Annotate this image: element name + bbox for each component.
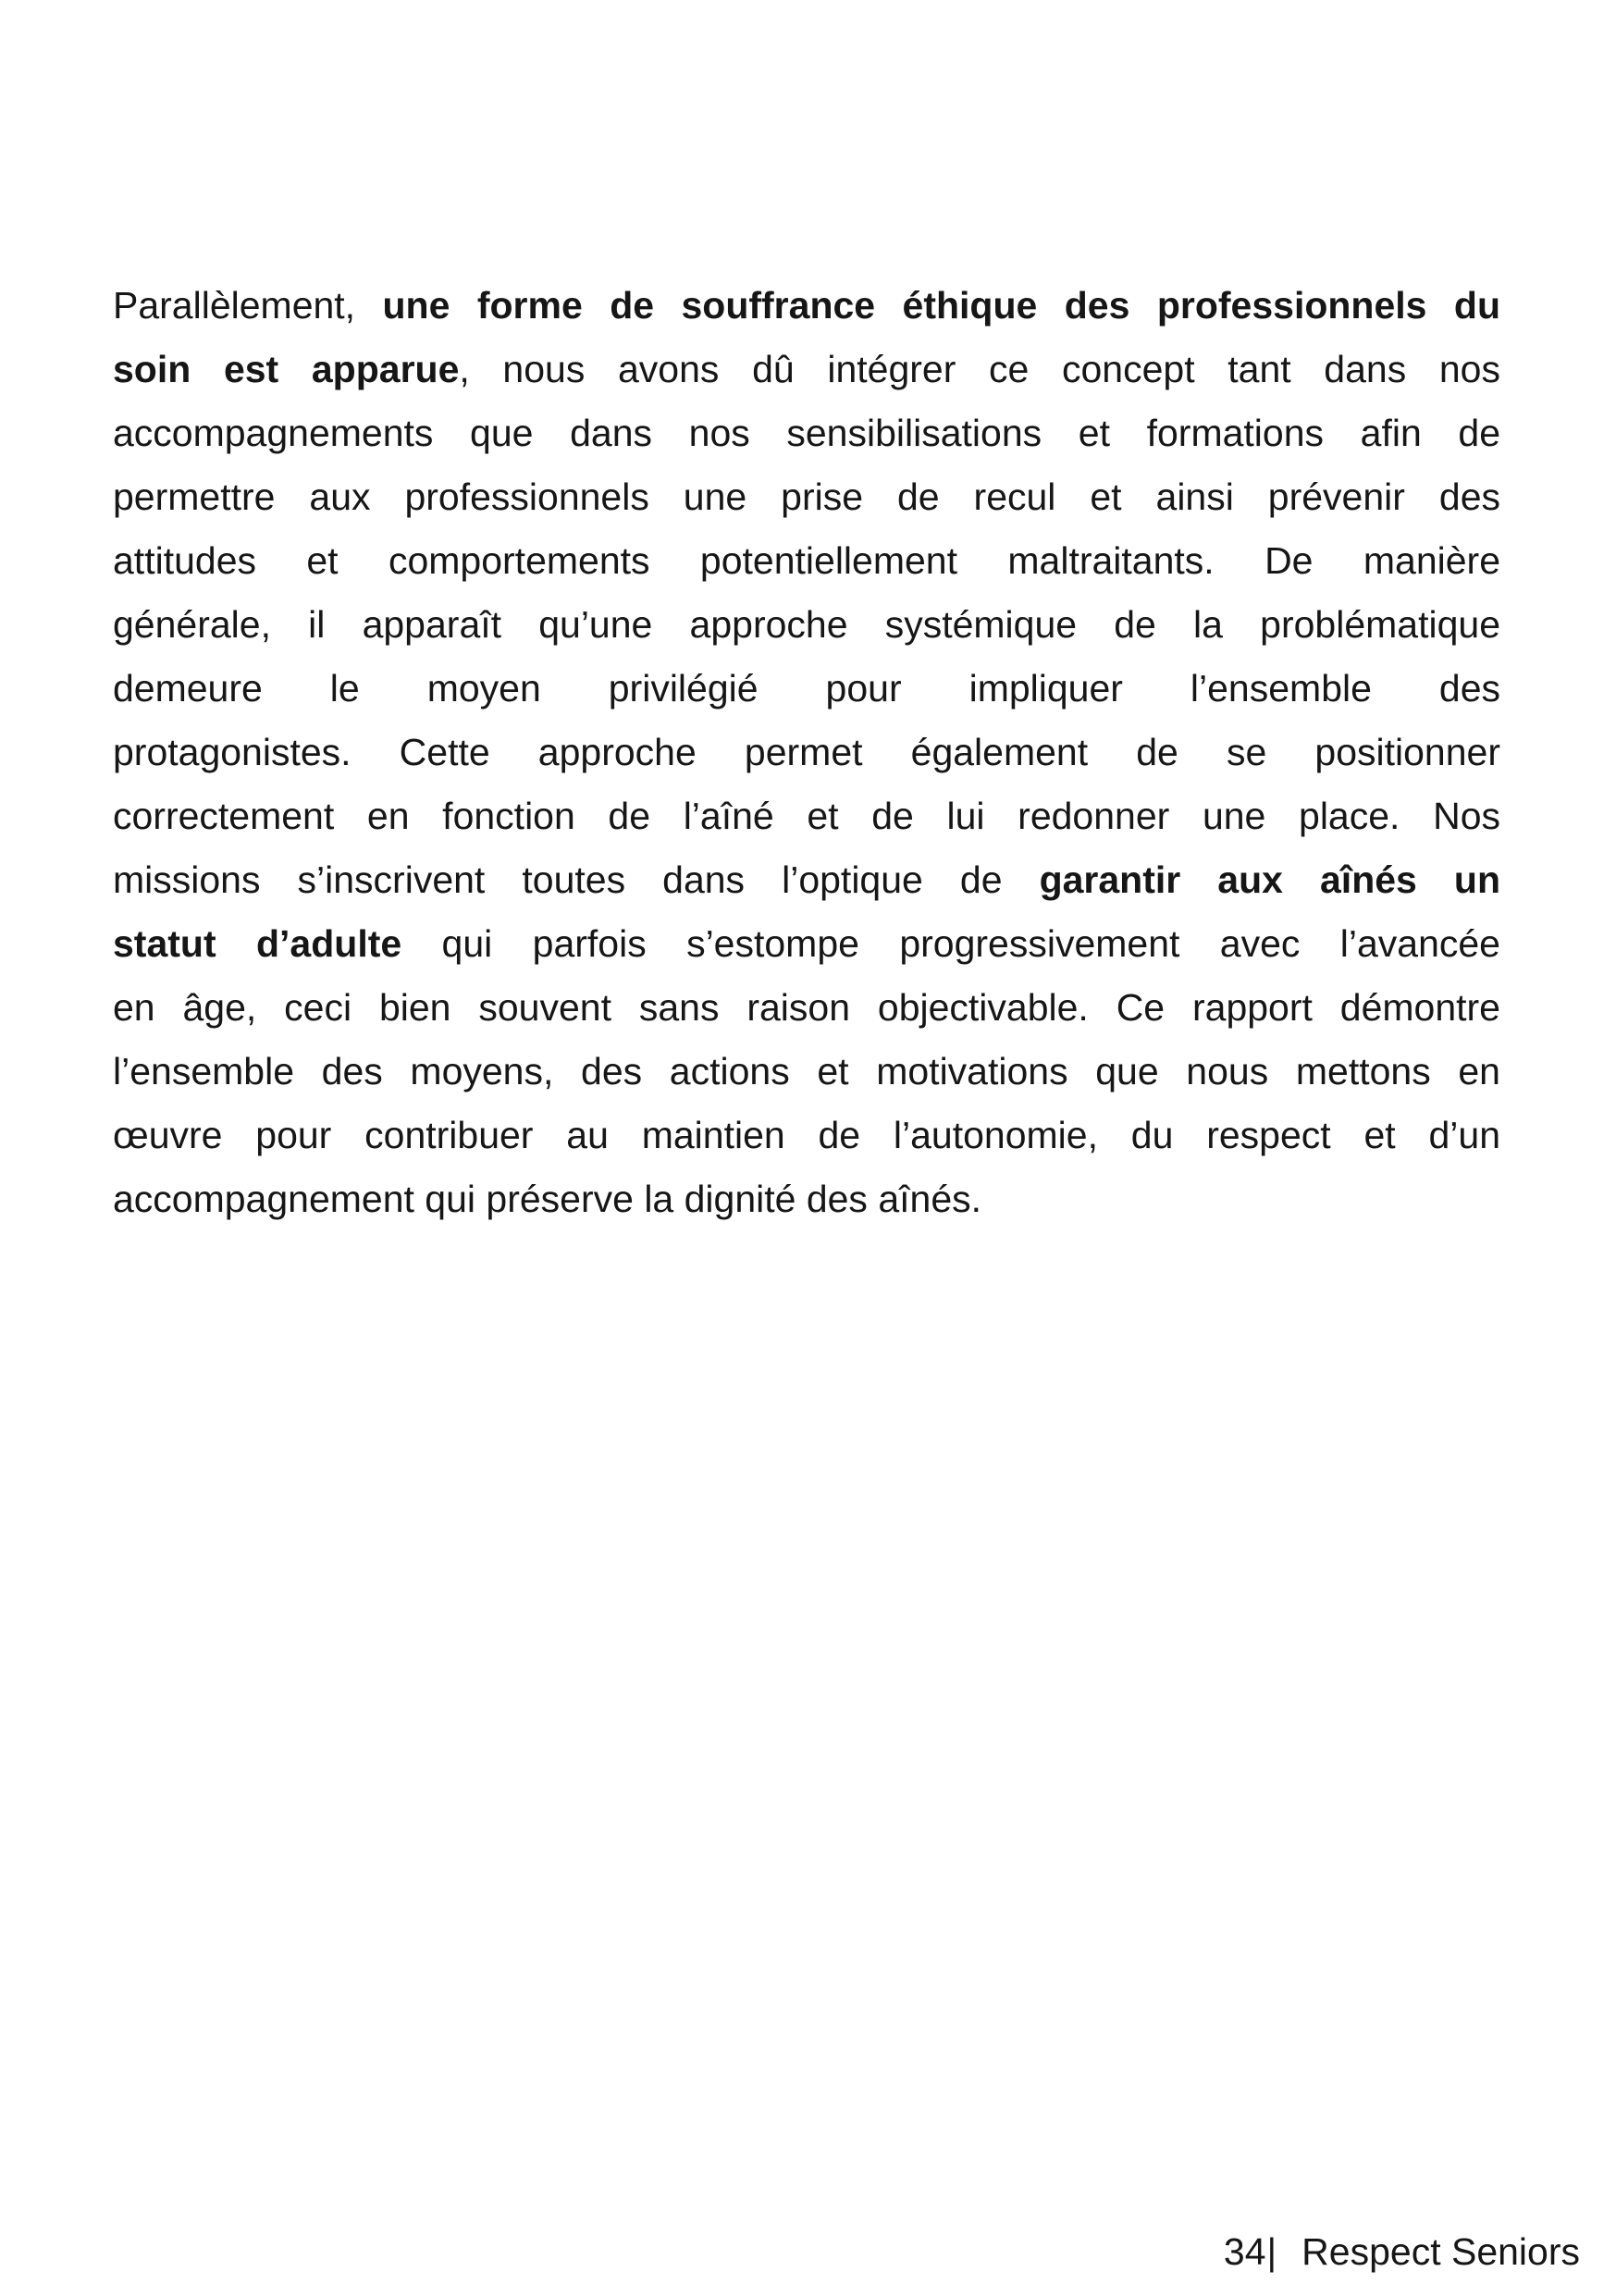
text-segment: correctement en fonction de l’aîné et de lui redonner une place. Nos [113, 795, 1500, 837]
text-segment: attitudes et comportements potentiellement maltraitants. De manière [113, 539, 1500, 582]
bold-text-segment: soin est apparue [113, 348, 460, 390]
paragraph-line [113, 1040, 1500, 1104]
text-segment: qui parfois s’estompe progressivement avec l’avancée [401, 922, 1500, 965]
text-segment: en âge, ceci bien souvent sans raison objectivable. Ce rapport démontre [113, 986, 1500, 1029]
paragraph-line [113, 529, 1500, 593]
text-segment: accompagnement qui préserve la dignité des aînés. [113, 1178, 982, 1220]
text-segment: permettre aux professionnels une prise de recul et ainsi prévenir des [113, 475, 1500, 518]
page-footer [1224, 2228, 1580, 2276]
bold-text-segment: statut d’adulte [113, 922, 402, 965]
paragraph-line [113, 1167, 1500, 1231]
paragraph-line [113, 912, 1500, 976]
footer-brand: Respect Seniors [1301, 2230, 1580, 2273]
body-paragraph [113, 274, 1500, 1231]
paragraph-line [113, 657, 1500, 721]
paragraph-line [113, 274, 1500, 338]
paragraph-line [113, 784, 1500, 848]
bold-text-segment: une forme de souffrance éthique des professionnels du [382, 284, 1500, 327]
paragraph-line [113, 976, 1500, 1040]
text-segment: demeure le moyen privilégié pour impliquer l’ensemble des [113, 667, 1500, 710]
text-segment: générale, il apparaît qu’une approche systémique de la problématique [113, 603, 1500, 646]
paragraph-line [113, 848, 1500, 912]
page-number: 34 [1223, 2230, 1266, 2273]
paragraph-line [113, 338, 1500, 401]
paragraph-line [113, 401, 1500, 465]
footer-separator: | [1266, 2230, 1277, 2273]
text-segment: l’ensemble des moyens, des actions et motivations que nous mettons en [113, 1050, 1500, 1092]
bold-text-segment: garantir aux aînés un [1039, 858, 1501, 901]
paragraph-line [113, 721, 1500, 784]
text-segment: accompagnements que dans nos sensibilisations et formations afin de [113, 412, 1500, 454]
text-segment: protagonistes. Cette approche permet également de se positionner [113, 731, 1500, 773]
text-segment: , nous avons dû intégrer ce concept tant dans nos [459, 348, 1500, 390]
text-segment: œuvre pour contribuer au maintien de l’autonomie, du respect et d’un [113, 1114, 1500, 1156]
paragraph-line [113, 465, 1500, 529]
paragraph-line [113, 593, 1500, 657]
text-segment: missions s’inscrivent toutes dans l’optique de [113, 858, 1040, 901]
paragraph-line [113, 1104, 1500, 1167]
text-segment: Parallèlement, [113, 284, 383, 327]
